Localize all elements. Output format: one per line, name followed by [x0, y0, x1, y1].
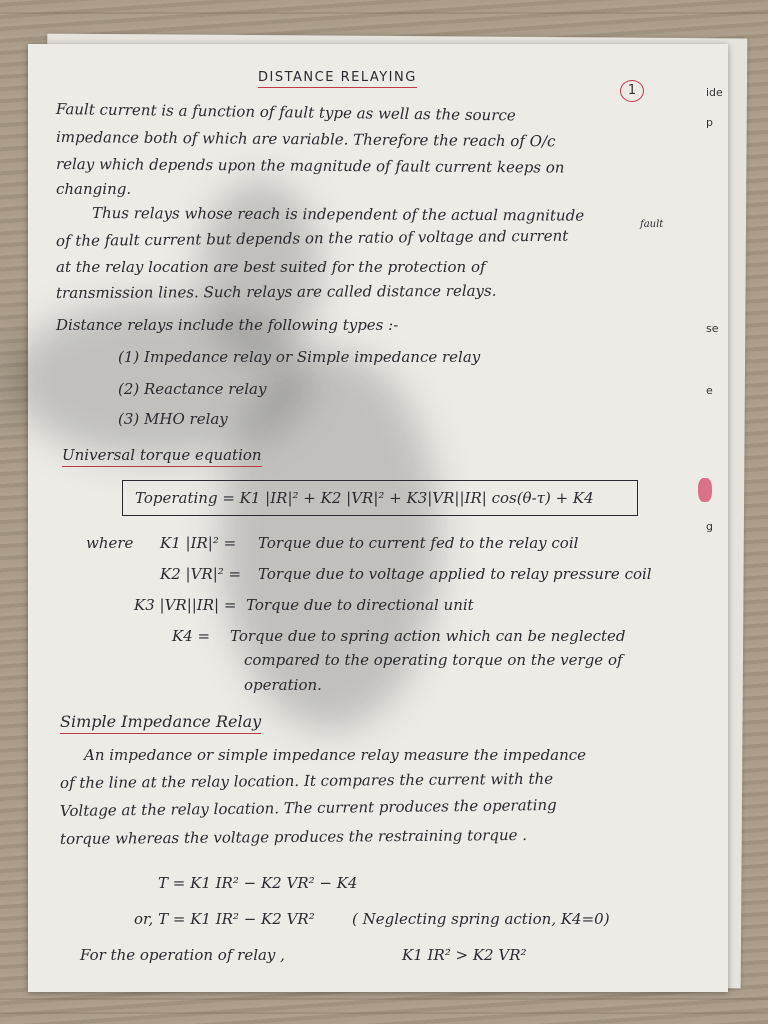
- equation-label: For the operation of relay ,: [80, 946, 285, 964]
- def-term: K4 =: [172, 627, 211, 645]
- def-desc: Torque due to current fed to the relay coil: [258, 534, 579, 552]
- simple-line: of the line at the relay location. It compares the current with the: [59, 769, 554, 792]
- simple-line: torque whereas the voltage produces the restraining torque .: [59, 825, 528, 848]
- type-item: (3) MHO relay: [118, 410, 228, 428]
- equation: or, T = K1 IR² − K2 VR²: [134, 910, 315, 928]
- def-desc: Torque due to voltage applied to relay pressure coil: [258, 565, 652, 583]
- torque-heading: Universal torque equation: [62, 446, 262, 464]
- inserted-word: fault: [640, 219, 664, 230]
- ink-smudge: [698, 478, 712, 502]
- margin-fragment: p: [706, 116, 713, 129]
- type-item: (1) Impedance relay or Simple impedance relay: [118, 348, 481, 366]
- page-title: DISTANCE RELAYING: [258, 70, 417, 85]
- def-term: K1 |IR|² =: [160, 534, 237, 552]
- def-desc: Torque due to directional unit: [246, 596, 474, 614]
- where-label: where: [86, 534, 134, 552]
- def-desc: Torque due to spring action which can be neglected: [230, 627, 626, 645]
- para1-line: relay which depends upon the magnitude of fault current keeps on: [55, 155, 565, 177]
- def-term: K3 |VR||IR| =: [134, 596, 237, 614]
- equation: K1 IR² > K2 VR²: [402, 946, 527, 964]
- margin-fragment: g: [706, 520, 713, 533]
- type-item: (2) Reactance relay: [118, 380, 267, 398]
- para2-line: transmission lines. Such relays are called distance relays.: [55, 281, 497, 302]
- def-term: K2 |VR|² =: [160, 565, 242, 583]
- def-desc-cont: operation.: [244, 676, 322, 694]
- page-number: 1: [620, 80, 644, 102]
- para2-line: at the relay location are best suited for the protection of: [56, 258, 486, 276]
- torque-equation-box: [122, 480, 638, 516]
- para1-line: impedance both of which are variable. Therefore the reach of O/c: [55, 128, 556, 151]
- margin-fragment: e: [706, 384, 713, 397]
- para1-line: changing.: [56, 180, 132, 198]
- equation-note: ( Neglecting spring action, K4=0): [352, 910, 610, 928]
- equation: T = K1 IR² − K2 VR² − K4: [158, 874, 358, 892]
- margin-fragment: se: [706, 322, 719, 335]
- simple-line: Voltage at the relay location. The current produces the operating: [59, 795, 557, 820]
- para2-line: Thus relays whose reach is independent of the actual magnitude: [91, 204, 585, 225]
- def-desc-cont: compared to the operating torque on the verge of: [244, 651, 623, 669]
- simple-line: An impedance or simple impedance relay measure the impedance: [84, 746, 587, 764]
- para2-line: of the fault current but depends on the ratio of voltage and current: [55, 226, 569, 250]
- simple-heading: Simple Impedance Relay: [60, 712, 261, 731]
- torque-equation: Toperating = K1 |IR|² + K2 |VR|² + K3|VR||IR| cos(θ-τ) + K4: [135, 489, 594, 507]
- para1-line: Fault current is a function of fault type as well as the source: [55, 100, 516, 125]
- types-intro: Distance relays include the following types :-: [56, 316, 399, 334]
- margin-fragment: ide: [706, 86, 723, 99]
